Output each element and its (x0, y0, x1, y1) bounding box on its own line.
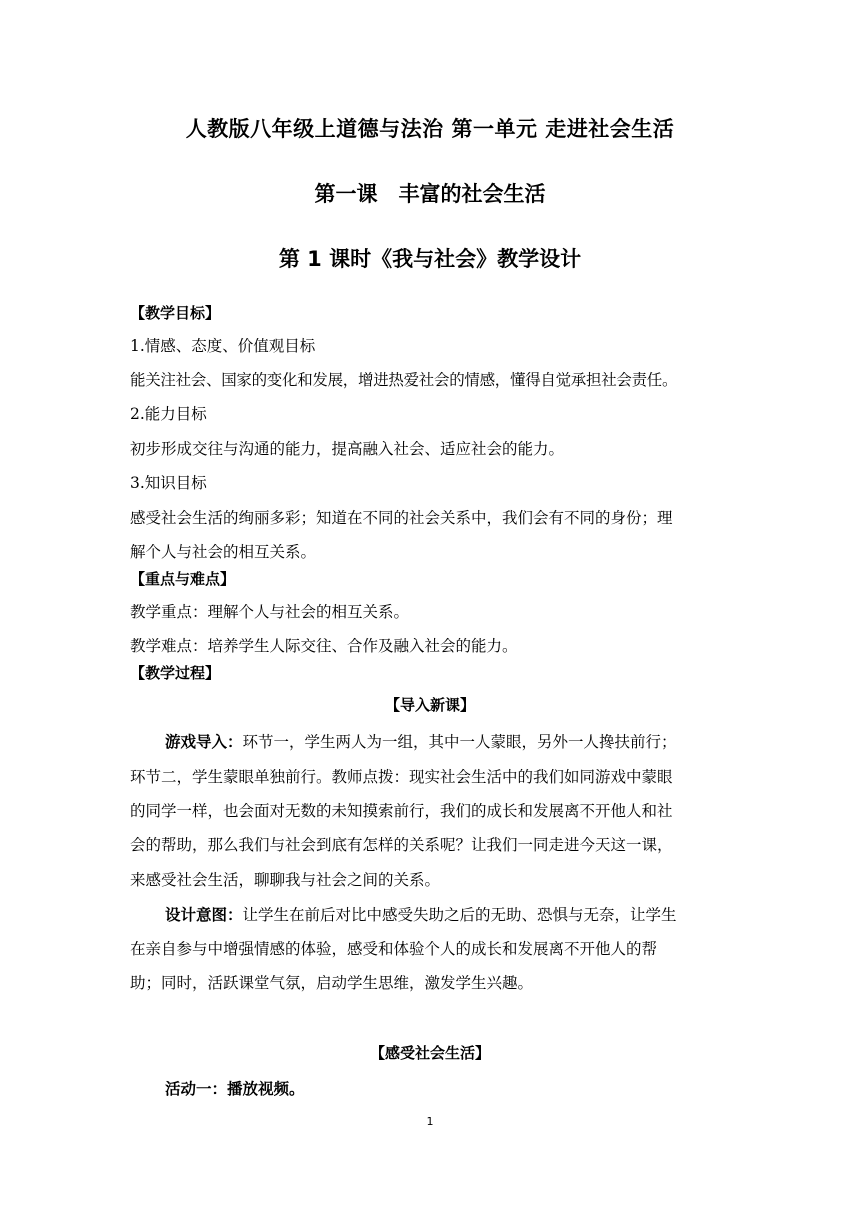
game-line2: 环节二，学生蒙眼单独前行。教师点拨：现实社会生活中的我们如同游戏中蒙眼 (130, 768, 673, 786)
process-heading: 【教学过程】 (130, 664, 221, 682)
design-text-1: 让学生在前后对比中感受失助之后的无助、恐惧与无奈，让学生 (242, 906, 677, 924)
game-label: 游戏导入： (165, 733, 243, 751)
page-number: 1 (426, 1115, 434, 1128)
game-line1 (165, 731, 730, 753)
difficulty: 教学难点：培养学生人际交往、合作及融入社会的能力。 (130, 637, 518, 655)
feel-heading: 【感受社会生活】 (369, 1044, 490, 1062)
lesson-title: 第一课 丰富的社会生活 (314, 182, 546, 206)
intro-heading: 【导入新课】 (384, 696, 475, 714)
design-line2: 在亲自参与中增强情感的体验，感受和体验个人的成长和发展离不开他人的帮 (130, 940, 658, 958)
goal1-text: 能关注社会、国家的变化和发展，增进热爱社会的情感，懂得自觉承担社会责任。 (130, 371, 678, 389)
goal3-label: 3.知识目标 (130, 474, 207, 492)
game-line3: 的同学一样，也会面对无数的未知摸索前行，我们的成长和发展离不开他人和社 (130, 802, 673, 820)
game-text-1: 环节一，学生两人为一组，其中一人蒙眼，另外一人搀扶前行； (242, 733, 677, 751)
goal3-text-line2: 解个人与社会的相互关系。 (130, 543, 317, 561)
lesson-subtitle: 第 1 课时《我与社会》教学设计 (278, 247, 582, 271)
goal2-text: 初步形成交往与沟通的能力，提高融入社会、适应社会的能力。 (130, 440, 565, 458)
design-line1 (165, 904, 730, 926)
activity1: 活动一：播放视频。 (165, 1080, 305, 1098)
game-line5: 来感受社会生活，聊聊我与社会之间的关系。 (130, 871, 441, 889)
goal1-label: 1.情感、态度、价值观目标 (130, 337, 316, 355)
goal2-label: 2.能力目标 (130, 405, 207, 423)
goal3-text-line1: 感受社会生活的绚丽多彩；知道在不同的社会关系中，我们会有不同的身份；理 (130, 509, 673, 527)
key-point: 教学重点：理解个人与社会的相互关系。 (130, 603, 410, 621)
document-title: 人教版八年级上道德与法治 第一单元 走进社会生活 (185, 117, 675, 141)
design-label: 设计意图： (165, 906, 243, 924)
key-heading: 【重点与难点】 (130, 570, 236, 588)
goals-heading: 【教学目标】 (130, 304, 221, 322)
game-line4: 会的帮助，那么我们与社会到底有怎样的关系呢？让我们一同走进今天这一课， (130, 836, 673, 854)
design-line3: 助；同时，活跃课堂气氛，启动学生思维，激发学生兴趣。 (130, 974, 534, 992)
